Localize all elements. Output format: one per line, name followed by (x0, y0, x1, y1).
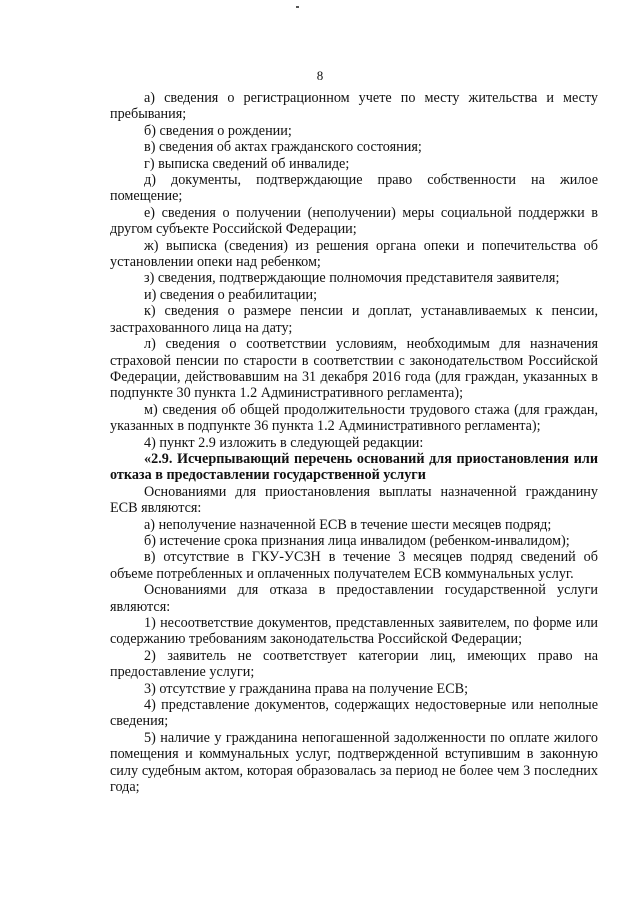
paragraph: 2) заявитель не соответствует категории лиц, имеющих право на предоставление услуги; (110, 647, 598, 681)
paragraph: ж) выписка (сведения) из решения органа опеки и попечительства об установлении опеки над ребенком; (110, 237, 598, 271)
paragraph: в) сведения об актах гражданского состояния; (144, 139, 422, 156)
paragraph: м) сведения об общей продолжительности трудового стажа (для граждан, указанных в подпункте 36 пункта 1.2 Административного регламента); (110, 401, 598, 435)
paragraph: Основаниями для отказа в предоставлении государственной услуги являются: (110, 582, 598, 615)
paragraph: е) сведения о получении (неполучении) меры социальной поддержки в другом субъекте Российской Федерации; (110, 204, 598, 238)
paragraph: 4) пункт 2.9 изложить в следующей редакции: (144, 434, 424, 451)
paragraph: а) сведения о регистрационном учете по месту жительства и месту пребывания; (110, 90, 598, 123)
paragraph: 4) представление документов, содержащих недостоверные или неполные сведения; (110, 697, 598, 730)
paragraph: б) сведения о рождении; (144, 122, 292, 139)
page-number: 8 (316, 68, 324, 83)
scan-mark (296, 6, 299, 8)
paragraph: г) выписка сведений об инвалиде; (144, 155, 350, 172)
paragraph: л) сведения о соответствии условиям, необходимым для назначения страховой пенсии по старости в соответствии с законодательством Российской Федерации, действовавшим на 31 декабря 2016 года (для граждан, указанных в подпункте 30 пункта 1.2 Административного регламента); (110, 336, 598, 402)
paragraph: и) сведения о реабилитации; (144, 286, 318, 303)
paragraph: 1) несоответствие документов, представленных заявителем, по форме или содержанию требованиям законодательства Российской Федерации; (110, 615, 598, 648)
paragraph: Основаниями для приостановления выплаты назначенной гражданину ЕСВ являются: (110, 483, 598, 517)
paragraph: б) истечение срока признания лица инвалидом (ребенком-инвалидом); (144, 532, 570, 549)
paragraph: а) неполучение назначенной ЕСВ в течение шести месяцев подряд; (144, 516, 552, 533)
paragraph: 3) отсутствие у гражданина права на получение ЕСВ; (144, 680, 469, 697)
paragraph: д) документы, подтверждающие право собственности на жилое помещение; (110, 172, 598, 205)
document-body (110, 90, 598, 795)
paragraph: к) сведения о размере пенсии и доплат, устанавливаемых к пенсии, застрахованного лица на дату; (110, 303, 598, 336)
paragraph: з) сведения, подтверждающие полномочия представителя заявителя; (144, 270, 560, 287)
paragraph: в) отсутствие в ГКУ-УСЗН в течение 3 месяцев подряд сведений об объеме потребленных и оплаченных получателем ЕСВ коммунальных услуг. (110, 549, 598, 582)
paragraph: 5) наличие у гражданина непогашенной задолженности по оплате жилого помещения и коммунальных услуг, подтвержденной вступившим в законную силу судебным актом, которая образовалась за период не более чем 3 последних года; (110, 729, 598, 796)
section-heading: «2.9. Исчерпывающий перечень оснований для приостановления или отказа в предоставлении государственной услуги (110, 450, 598, 484)
